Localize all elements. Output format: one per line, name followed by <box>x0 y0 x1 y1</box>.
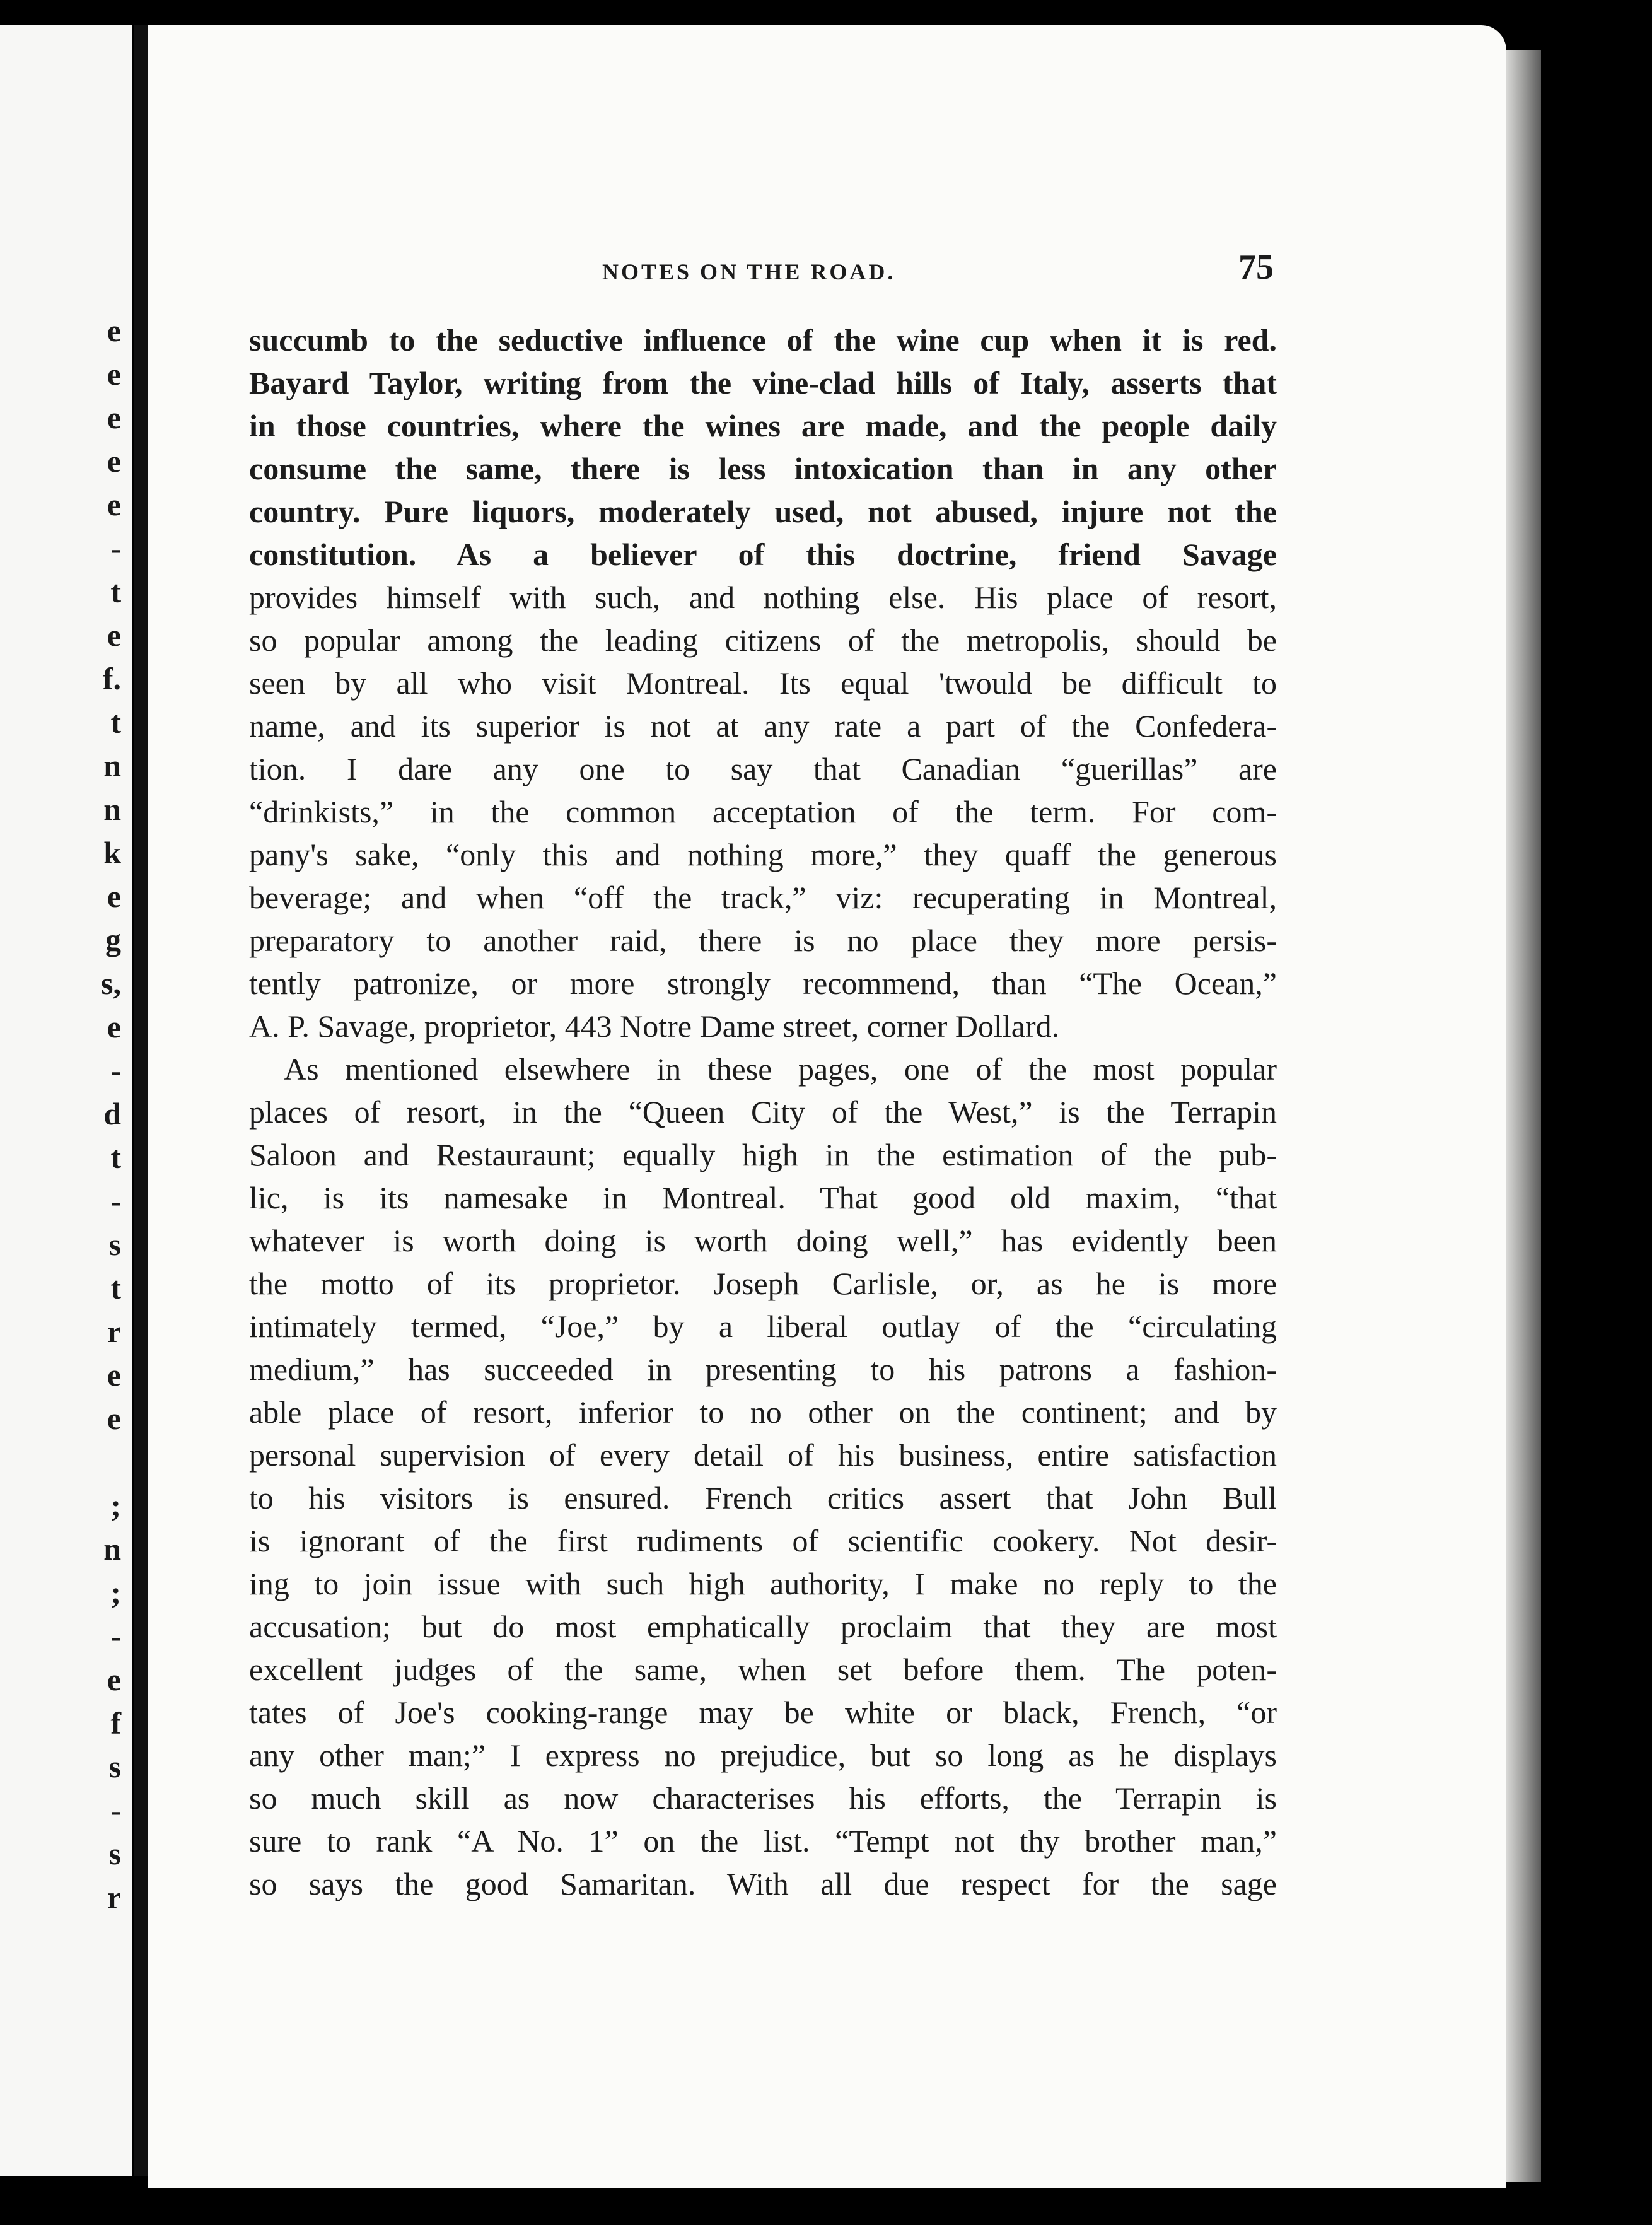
text-line: A. P. Savage, proprietor, 443 Notre Dame street, corner Dollard. <box>249 1008 1060 1044</box>
previous-page-line-endings <box>96 309 121 1919</box>
text-line: whatever is worth doing is worth doing well,” has evidently been <box>249 1223 1277 1258</box>
previous-page-fragment: t <box>110 1270 121 1305</box>
previous-page-fragment: t <box>110 1140 121 1175</box>
text-line: Bayard Taylor, writing from the vine-clad hills of Italy, asserts that <box>249 365 1277 400</box>
text-line: so popular among the leading citizens of the metropolis, should be <box>249 622 1277 658</box>
text-line: to his visitors is ensured. French critics assert that John Bull <box>249 1480 1277 1515</box>
text-line: able place of resort, inferior to no other on the continent; and by <box>249 1394 1277 1430</box>
text-line: provides himself with such, and nothing else. His place of resort, <box>249 580 1277 615</box>
previous-page-fragment: t <box>110 574 121 609</box>
previous-page-fragment: s <box>108 1749 121 1784</box>
previous-page-fragment: r <box>107 1879 121 1915</box>
text-line: pany's sake, “only this and nothing more,” they quaff the generous <box>249 837 1277 872</box>
previous-page-fragment: d <box>103 1096 121 1131</box>
text-line: the motto of its proprietor. Joseph Carlisle, or, as he is more <box>249 1266 1277 1301</box>
previous-page-fragment: s <box>108 1836 121 1871</box>
text-line: preparatory to another raid, there is no place they more persis- <box>249 923 1277 958</box>
text-line: consume the same, there is less intoxication than in any other <box>249 451 1277 486</box>
book-gutter <box>134 25 148 2176</box>
previous-page-fragment: n <box>103 748 121 783</box>
text-line: is ignorant of the first rudiments of scientific cookery. Not desir- <box>249 1523 1277 1558</box>
previous-page-edge <box>0 25 132 2176</box>
previous-page-fragment: e <box>107 1009 121 1044</box>
text-line: “drinkists,” in the common acceptation of the term. For com- <box>249 794 1277 829</box>
text-line: lic, is its namesake in Montreal. That good old maxim, “that <box>249 1180 1277 1215</box>
previous-page-fragment: e <box>107 487 121 522</box>
text-line: sure to rank “A No. 1” on the list. “Tempt not thy brother man,” <box>249 1823 1277 1859</box>
text-line: excellent judges of the same, when set before them. The poten- <box>249 1652 1277 1687</box>
previous-page-fragment: r <box>107 1314 121 1349</box>
previous-page-fragment: n <box>103 791 121 827</box>
previous-page-fragment: n <box>103 1531 121 1567</box>
text-line: beverage; and when “off the track,” viz: recuperating in Montreal, <box>249 880 1277 915</box>
text-line: any other man;” I express no prejudice, but so long as he displays <box>249 1737 1277 1773</box>
previous-page-fragment: f. <box>102 661 121 696</box>
page-header <box>454 247 1274 304</box>
previous-page-fragment: g <box>105 922 121 957</box>
text-line: medium,” has succeeded in presenting to his patrons a fashion- <box>249 1352 1277 1387</box>
previous-page-fragment: f <box>110 1705 121 1741</box>
previous-page-fragment: e <box>107 1662 121 1697</box>
previous-page-fragment: t <box>110 704 121 740</box>
previous-page-fragment: - <box>110 1618 121 1654</box>
previous-page-fragment: e <box>107 443 121 479</box>
text-line: Saloon and Restauraunt; equally high in the estimation of the pub- <box>249 1137 1277 1172</box>
text-line: tion. I dare any one to say that Canadian “guerillas” are <box>249 751 1277 786</box>
previous-page-fragment: k <box>103 835 121 870</box>
previous-page-fragment: - <box>110 1792 121 1828</box>
text-line: As mentioned elsewhere in these pages, one of the most popular <box>284 1051 1277 1087</box>
previous-page-fragment: s <box>108 1227 121 1262</box>
text-line: name, and its superior is not at any rate a part of the Confedera- <box>249 708 1277 744</box>
text-line: seen by all who visit Montreal. Its equal 'twould be difficult to <box>249 665 1277 701</box>
text-line: places of resort, in the “Queen City of the West,” is the Terrapin <box>249 1094 1277 1130</box>
previous-page-fragment: e <box>107 879 121 914</box>
previous-page-fragment: e <box>107 313 121 348</box>
previous-page-fragment: e <box>107 400 121 435</box>
previous-page-fragment: ; <box>110 1575 121 1610</box>
text-line: intimately termed, “Joe,” by a liberal outlay of the “circulating <box>249 1309 1277 1344</box>
text-line: country. Pure liquors, moderately used, not abused, injure not the <box>249 494 1277 529</box>
body-text <box>249 318 1277 1905</box>
text-line: in those countries, where the wines are made, and the people daily <box>249 408 1277 443</box>
previous-page-fragment: ; <box>110 1488 121 1523</box>
previous-page-fragment: - <box>110 1183 121 1218</box>
text-line: tates of Joe's cooking-range may be white or black, French, “or <box>249 1695 1277 1730</box>
previous-page-fragment: - <box>110 530 121 566</box>
text-line: constitution. As a believer of this doctrine, friend Savage <box>249 537 1277 572</box>
previous-page-fragment: - <box>110 1053 121 1088</box>
previous-page-fragment: e <box>107 1401 121 1436</box>
page-number: 75 <box>1238 248 1274 287</box>
page-stack-edge <box>1506 50 1541 2182</box>
previous-page-fragment <box>96 1440 121 1484</box>
previous-page-fragment: e <box>107 356 121 392</box>
text-line: ing to join issue with such high authority, I make no reply to the <box>249 1566 1277 1601</box>
previous-page-fragment: e <box>107 617 121 653</box>
text-line: succumb to the seductive influence of the wine cup when it is red. <box>249 322 1277 358</box>
text-line: tently patronize, or more strongly recommend, than “The Ocean,” <box>249 966 1277 1001</box>
previous-page-fragment: e <box>107 1357 121 1393</box>
text-line: personal supervision of every detail of his business, entire satisfaction <box>249 1437 1277 1473</box>
text-line: accusation; but do most emphatically proclaim that they are most <box>249 1609 1277 1644</box>
text-line: so says the good Samaritan. With all due respect for the sage <box>249 1866 1277 1901</box>
running-head: NOTES ON THE ROAD. <box>602 259 896 284</box>
text-line: so much skill as now characterises his efforts, the Terrapin is <box>249 1780 1277 1816</box>
previous-page-fragment: s, <box>101 966 121 1001</box>
